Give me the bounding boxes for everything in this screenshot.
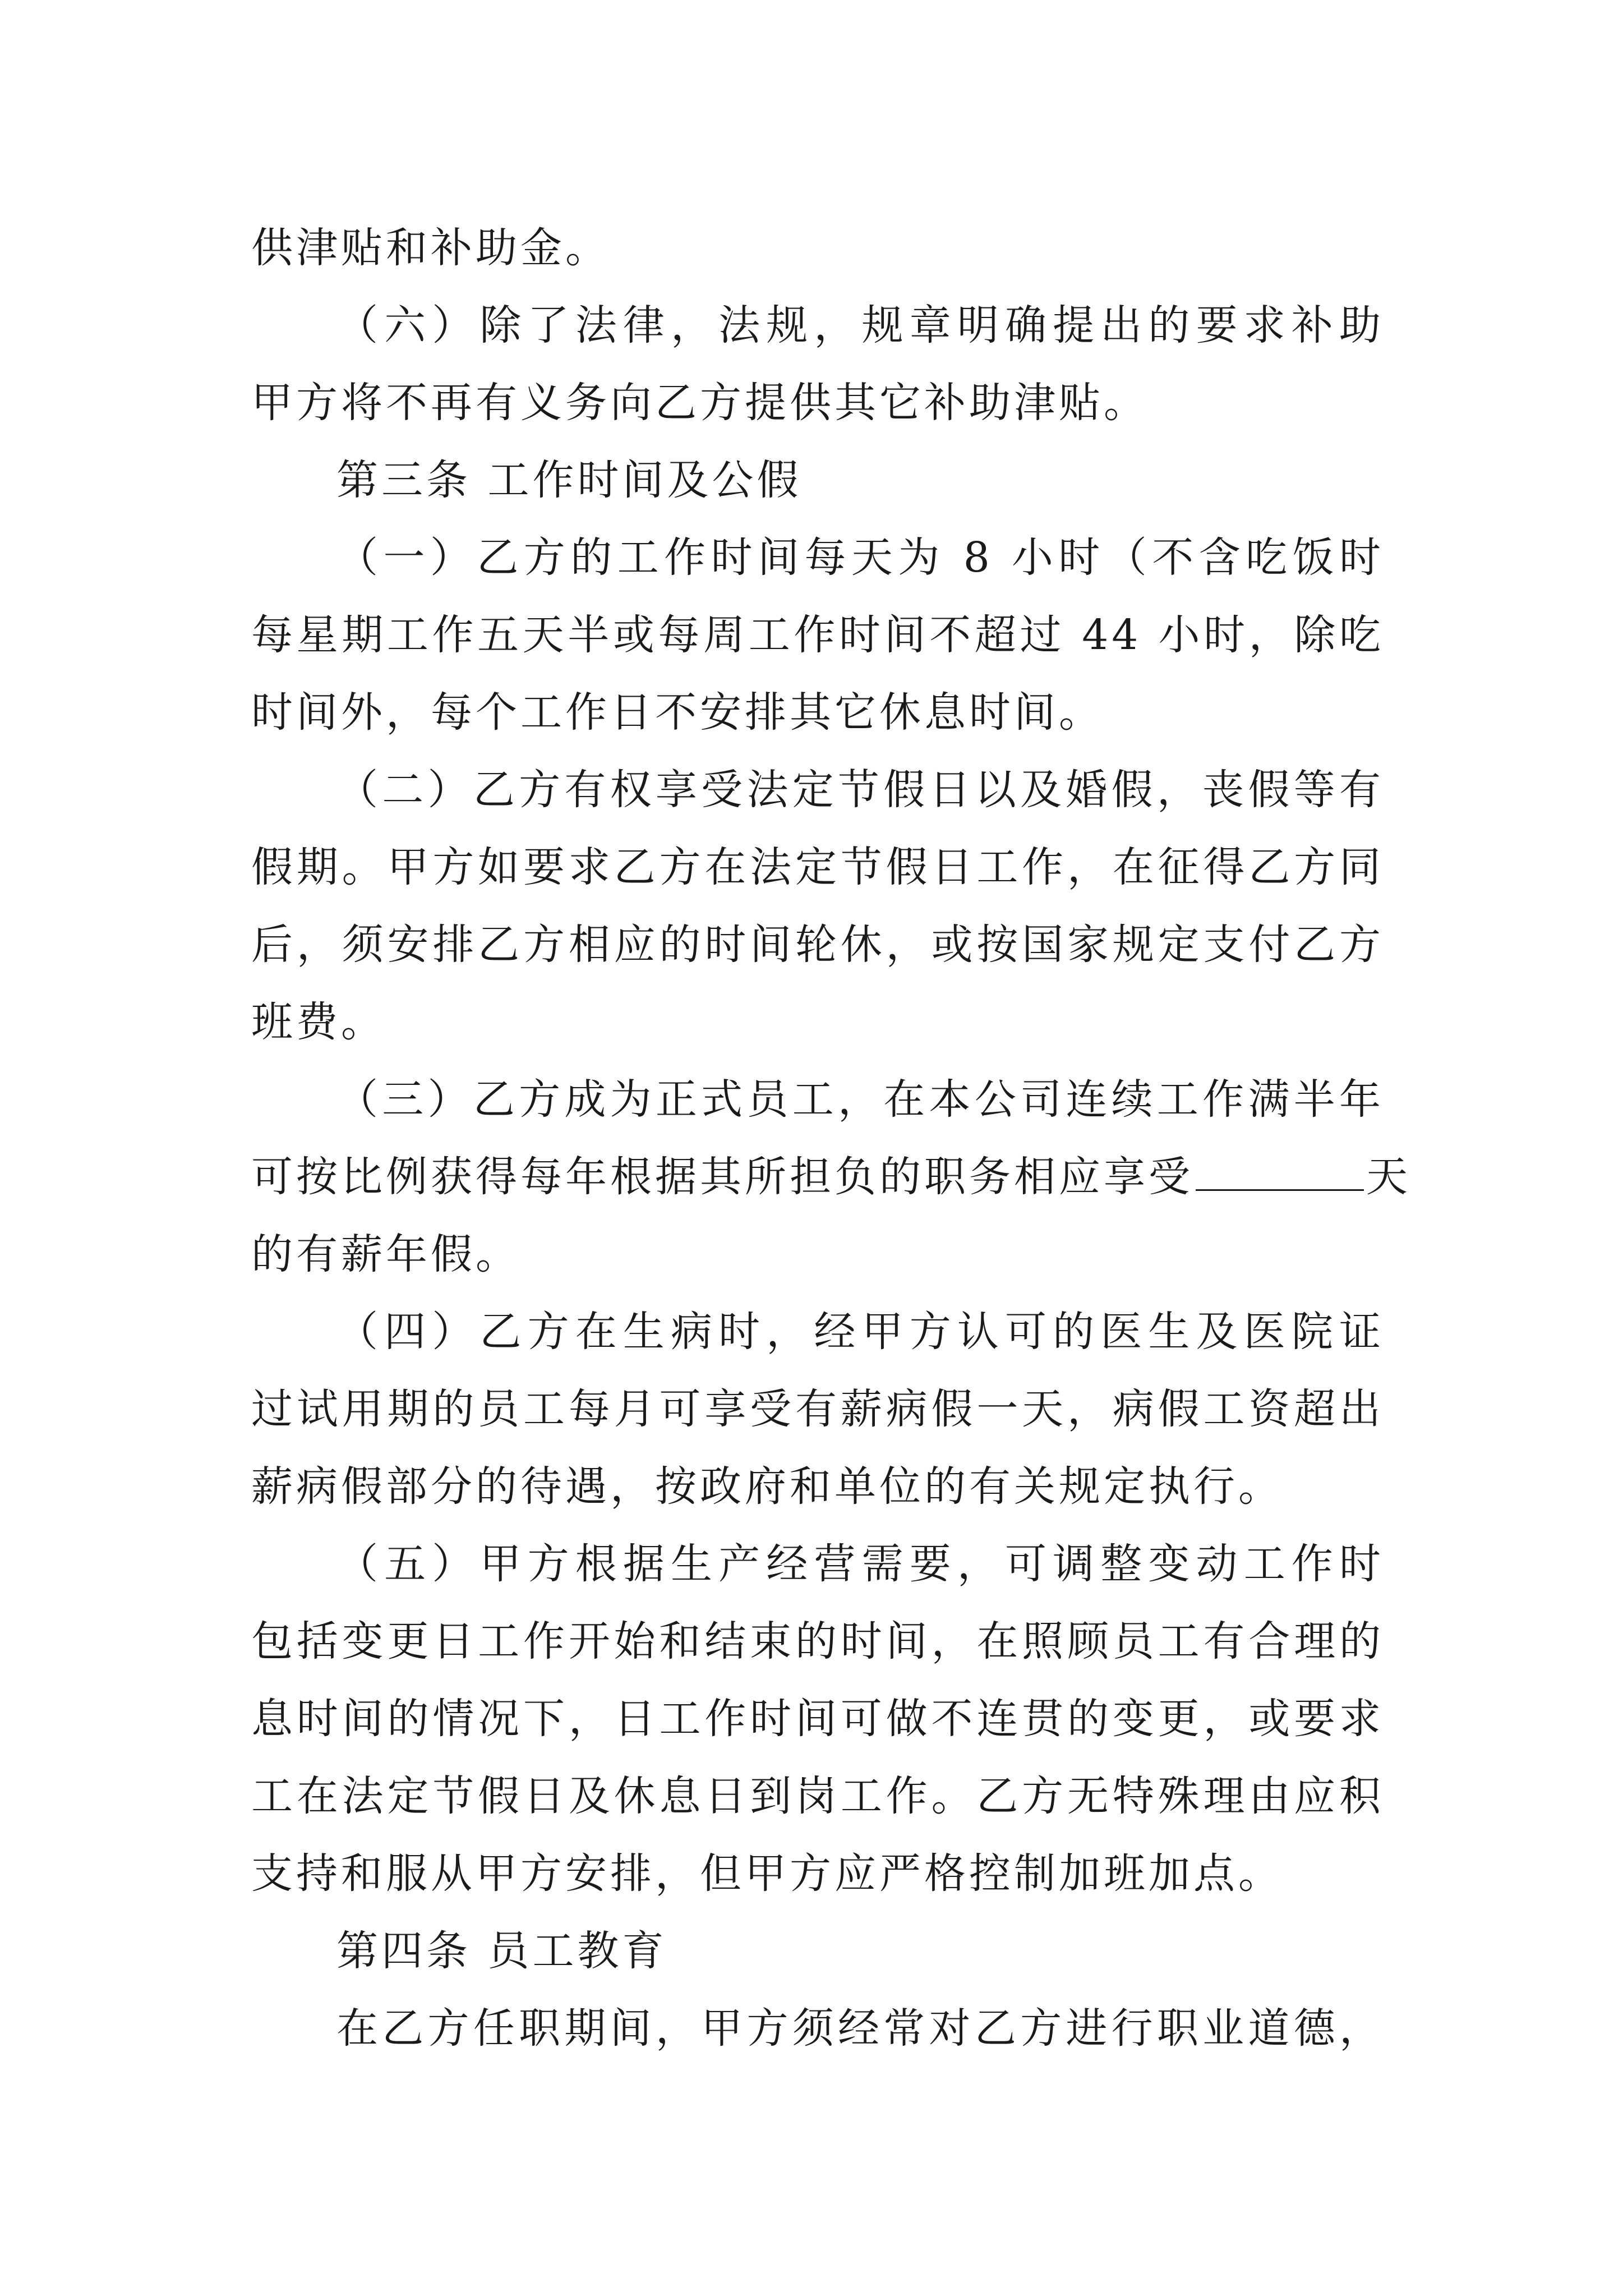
text-line [251, 1138, 1411, 1216]
text-line: 支持和服从甲方安排，但甲方应严格控制加班加点。 [251, 1849, 1283, 1898]
text-line: 供津贴和补助金。 [251, 224, 610, 272]
text-segment: 天 [1366, 1153, 1411, 1201]
section-heading: 第四条 员工教育 [336, 1927, 667, 1975]
section-heading: 第三条 工作时间及公假 [336, 456, 802, 504]
text-segment: 可按比例获得每年根据其所担负的职务相应享受 [251, 1153, 1193, 1201]
text-line: 甲方将不再有义务向乙方提供其它补助津贴。 [251, 379, 1149, 427]
text-line: （六）除了法律，法规，规章明确提出的要求补助 [336, 301, 1384, 349]
text-line: 每星期工作五天半或每周工作时间不超过 44 小时，除吃 [251, 611, 1384, 659]
text-line: （四）乙方在生病时，经甲方认可的医生及医院证 [336, 1308, 1384, 1356]
fill-in-blank[interactable] [1196, 1149, 1364, 1191]
text-line: （三）乙方成为正式员工，在本公司连续工作满半年 [336, 1075, 1384, 1124]
text-line: 薪病假部分的待遇，按政府和单位的有关规定执行。 [251, 1462, 1283, 1511]
text-line: 时间外，每个工作日不安排其它休息时间。 [251, 688, 1104, 737]
text-line: 过试用期的员工每月可享受有薪病假一天，病假工资超出 [251, 1385, 1384, 1433]
text-line: 后，须安排乙方相应的时间轮休，或按国家规定支付乙方 [251, 921, 1384, 969]
text-line: 息时间的情况下，日工作时间可做不连贯的变更，或要求 [251, 1695, 1384, 1743]
text-line: 在乙方任职期间，甲方须经常对乙方进行职业道德， [336, 2004, 1384, 2053]
text-line: （五）甲方根据生产经营需要，可调整变动工作时 [336, 1540, 1384, 1588]
text-line: （一）乙方的工作时间每天为 8 小时（不含吃饭时 [336, 533, 1384, 582]
text-line: 班费。 [251, 998, 386, 1046]
text-line: （二）乙方有权享受法定节假日以及婚假，丧假等有 [336, 766, 1384, 814]
text-line: 包括变更日工作开始和结束的时间，在照顾员工有合理的 [251, 1617, 1384, 1665]
text-line: 的有薪年假。 [251, 1230, 520, 1278]
text-line: 假期。甲方如要求乙方在法定节假日工作，在征得乙方同 [251, 843, 1384, 891]
text-line: 工在法定节假日及休息日到岗工作。乙方无特殊理由应积 [251, 1772, 1384, 1820]
